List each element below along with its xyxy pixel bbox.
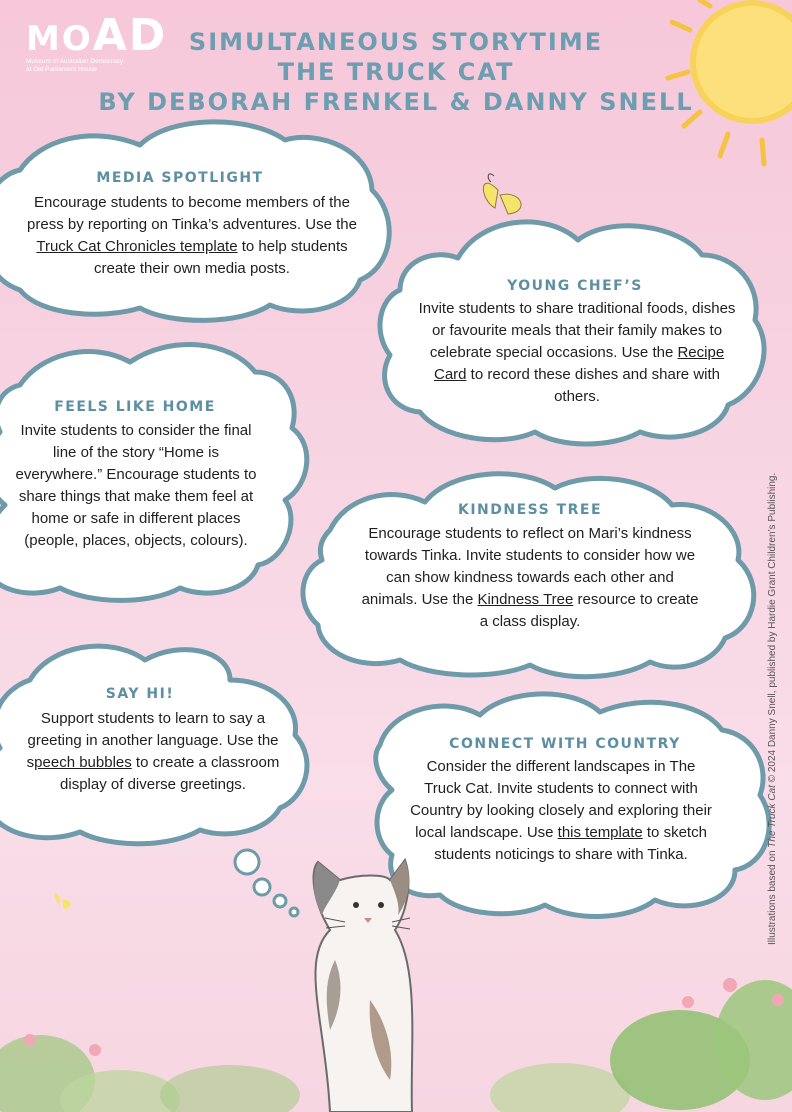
butterfly-illustration [483,174,521,214]
logo-mark: MOAD [26,10,168,61]
kindness-tree-text: Encourage students to reflect on Mari’s kindness towards Tinka. Invite students to consider how we can show kindness towards each other and animals. Use the Kindness Tree resource to create a class display. [361,525,699,630]
page-title-line3: BY DEBORAH FRENKEL & DANNY SNELL [98,88,694,116]
media-spotlight-text: Encourage students to become members of the press by reporting on Tinka’s adventures. Use the Truck Cat Chronicles template to help students create their own media posts. [27,194,357,277]
page-title-line1: SIMULTANEOUS STORYTIME [188,28,604,56]
recipe-card-link[interactable]: Recipe Card [434,344,725,383]
young-chefs-text: Invite students to share traditional foods, dishes or favourite meals that their family makes to celebrate special occasions. Use the Recipe Card to record these dishes and share with others. [418,300,736,405]
young-chefs-heading: YOUNG CHEF’S [507,278,643,294]
page-title-line2: THE TRUCK CAT [277,58,515,86]
feels-like-home-text: Invite students to consider the final line of the story “Home is everywhere.” Encourage students to share things that make them feel at home or safe in different places (people, places, objects, colours). [15,422,257,549]
kindness-tree-link[interactable]: Kindness Tree [477,591,574,608]
thought-bubbles [235,850,298,916]
foliage-left [0,1034,300,1112]
media-spotlight-heading: MEDIA SPOTLIGHT [96,170,264,186]
logo-subtitle-1: Museum of Australian Democracy [26,58,124,65]
logo-subtitle-2: at Old Parliament House [26,66,97,73]
truck-cat-chronicles-link[interactable]: Truck Cat Chronicles template [36,238,238,255]
illustration-credit: Illustrations based on The Truck Cat © 2024 Danny Snell, published by Hardie Grant Children’s Publishing. [767,472,778,945]
connect-with-country-heading: CONNECT WITH COUNTRY [449,736,681,752]
say-hi-text: Support students to learn to say a greeting in another language. Use the speech bubbles to create a classroom display of diverse greetings. [26,710,280,793]
feels-like-home-heading: FEELS LIKE HOME [54,399,216,415]
kindness-tree-heading: KINDNESS TREE [457,502,603,518]
this-template-link[interactable]: this template [557,824,643,841]
speech-bubbles-link[interactable]: peech bubbles [34,754,132,771]
say-hi-heading: SAY HI! [105,686,175,702]
small-butterfly-illustration [55,893,71,909]
connect-with-country-text: Consider the different landscapes in The Truck Cat. Invite students to connect with Country by looking closely and exploring their local landscape. Use this template to sketch students noticings to share with Tinka. [410,758,712,863]
foliage-right [490,978,792,1112]
cat-illustration [314,860,413,1112]
